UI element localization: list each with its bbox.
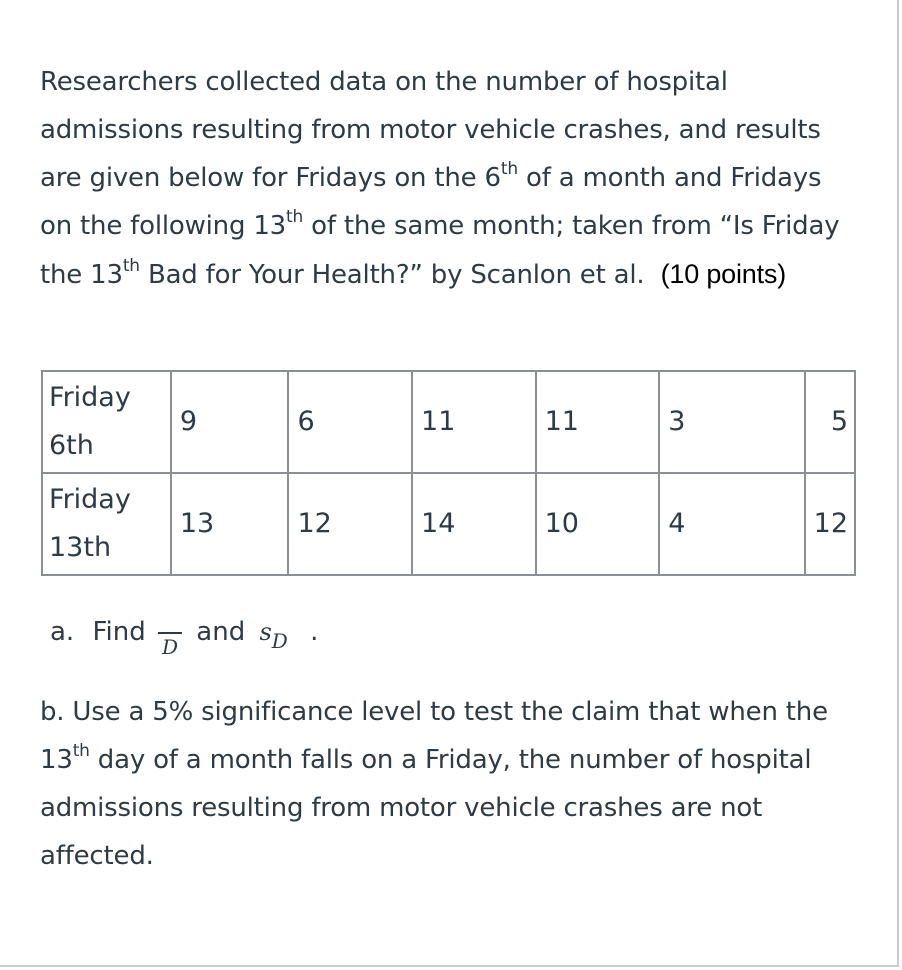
- table-cell: [412, 371, 536, 473]
- row-label-line2: 13th: [49, 532, 112, 563]
- intro-text-4: Bad for Your Health?” by Scanlon et al.: [139, 260, 645, 290]
- row-label-line2: 6th: [49, 430, 94, 461]
- table-row-friday-6th: [42, 371, 855, 473]
- cell-value: 10: [544, 508, 579, 539]
- table-cell: [659, 371, 804, 473]
- d-bar-letter: D: [162, 634, 179, 659]
- part-b-sup-1: th: [72, 741, 90, 762]
- cell-value: 12: [297, 508, 332, 539]
- sd-letter: s: [259, 618, 272, 646]
- cell-value: 14: [421, 508, 456, 539]
- table-cell: [171, 473, 289, 575]
- sd-subscript: D: [271, 628, 288, 653]
- cell-value: 12: [813, 508, 848, 539]
- cell-value: 11: [544, 406, 579, 437]
- data-table: [41, 370, 856, 576]
- row-label-friday-13th: [42, 473, 171, 575]
- table-cell: [805, 473, 855, 575]
- row-label-line1: Friday: [49, 484, 131, 515]
- points-label: (10 points): [660, 259, 787, 289]
- table-cell: [171, 371, 289, 473]
- intro-text-2: of a month and Fridays on the following 13: [40, 163, 822, 241]
- table-cell: [659, 473, 804, 575]
- cell-value: 5: [830, 406, 848, 437]
- table-cell: [288, 473, 412, 575]
- table-cell: [288, 371, 412, 473]
- intro-text-3: of the same month; taken from “Is Friday the 13: [40, 211, 840, 290]
- part-a: [50, 612, 318, 659]
- cell-value: 6: [297, 406, 315, 437]
- table-row-friday-13th: [42, 473, 855, 575]
- row-label-friday-6th: [42, 371, 171, 473]
- intro-sup-3: th: [122, 256, 140, 277]
- part-a-period: .: [310, 617, 319, 647]
- part-b-text-2: day of a month falls on a Friday, the number of hospital admissions resulting from motor vehicle crashes are not affected.: [40, 745, 812, 871]
- part-a-find: Find: [92, 617, 146, 647]
- part-a-number: a.: [50, 617, 75, 647]
- table-cell: [536, 371, 660, 473]
- table-cell: [412, 473, 536, 575]
- question-intro: [40, 58, 860, 299]
- overline: [158, 632, 182, 634]
- row-label-line1: Friday: [49, 382, 131, 413]
- cell-value: 13: [179, 508, 215, 539]
- cell-value: 9: [179, 406, 197, 437]
- cell-value: 11: [421, 406, 456, 437]
- d-bar-symbol: [154, 613, 188, 659]
- part-b: [40, 688, 870, 880]
- intro-text-1: Researchers collected data on the number of hospital admissions resulting from motor vehicle crashes, and results are given below for Fridays on the 6: [40, 67, 821, 193]
- cell-value: 3: [668, 406, 686, 437]
- intro-sup-2: th: [286, 207, 304, 228]
- part-b-text-1: b. Use a 5% significance level to test the claim that when the 13: [40, 697, 828, 775]
- cell-value: 4: [668, 508, 686, 539]
- table-cell: [536, 473, 660, 575]
- sd-symbol: [259, 618, 288, 653]
- intro-sup-1: th: [500, 159, 518, 180]
- table-cell: [805, 371, 855, 473]
- part-a-and: and: [196, 617, 246, 647]
